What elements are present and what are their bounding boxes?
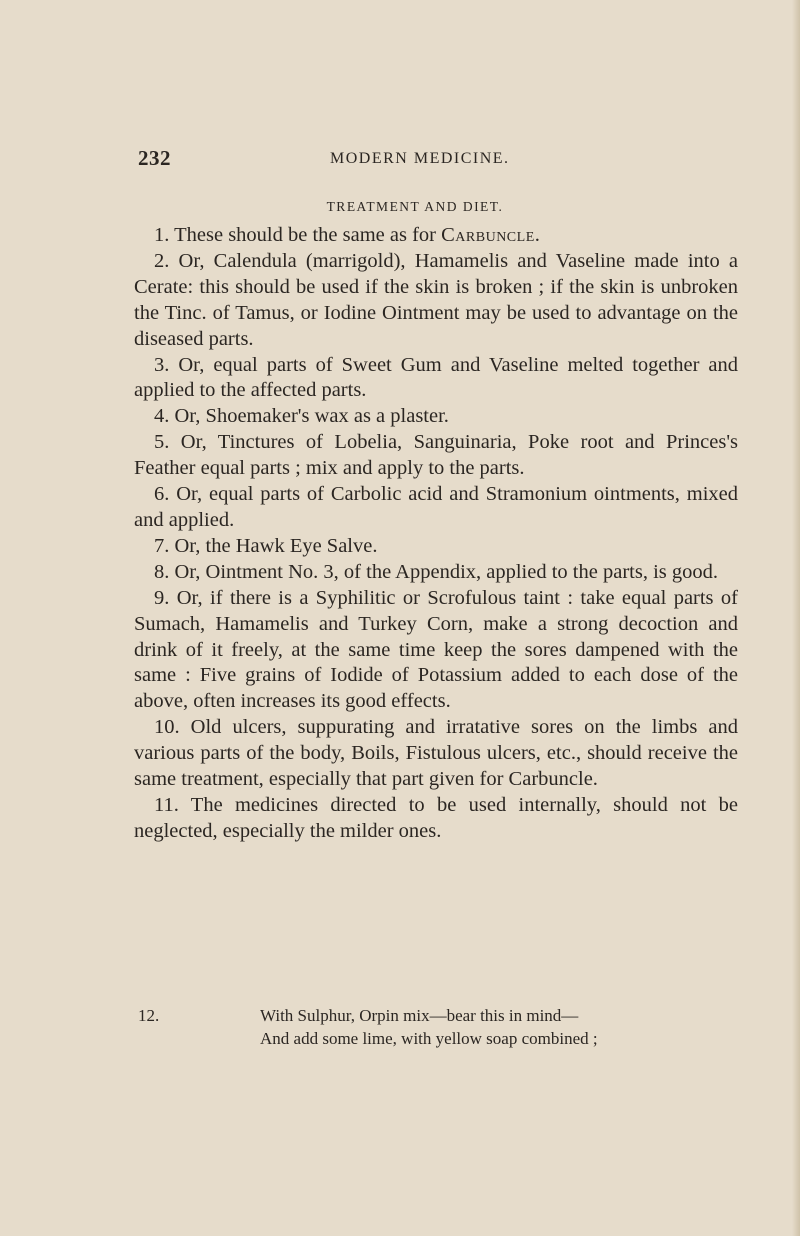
paragraph-5: 5. Or, Tinctures of Lobelia, Sanguinaria, Poke root and Princes's Feather equal parts ; mix and apply to the parts. — [134, 431, 738, 480]
paragraph-3: 3. Or, equal parts of Sweet Gum and Vaseline melted together and applied to the affected parts. — [134, 353, 738, 402]
page-number: 232 — [138, 146, 171, 170]
paragraph-10: 10. Old ulcers, suppurating and irratative sores on the limbs and various parts of the body, Boils, Fistulous ulcers, etc., should receive the same treatment, especially that part given for Carbuncle. — [134, 716, 738, 791]
paragraph-6: 6. Or, equal parts of Carbolic acid and Stramonium ointments, mixed and applied. — [134, 483, 738, 531]
carbuncle-smallcaps: Carbuncle — [441, 224, 535, 246]
verse-line-1-text: With Sulphur, Orpin mix—bear this in mind— — [260, 1006, 579, 1025]
paragraph-9: 9. Or, if there is a Syphilitic or Scrofulous taint : take equal parts of Sumach, Hamamelis and Turkey Corn, make a strong decoction and drink of it freely, at the same time keep the sores dampened with the same : Five grains of Iodide of Potassium added to each dose of the above, often increases its good effects. — [134, 586, 738, 713]
verse-line-1 — [138, 1004, 738, 1027]
paragraph-2: 2. Or, Calendula (marrigold), Hamamelis and Vaseline made into a Cerate: this should be used if the skin is broken ; if the skin is unbroken the Tinc. of Tamus, or Iodine Ointment may be used to advantage on the diseased parts. — [134, 249, 738, 350]
verse-line-2: And add some lime, with yellow soap combined ; — [260, 1029, 598, 1048]
paragraph-1-tail: . — [534, 224, 540, 246]
running-head: MODERN MEDICINE. — [330, 150, 510, 167]
paragraph-1 — [134, 223, 738, 249]
section-title: TREATMENT AND DIET. — [326, 199, 504, 214]
paragraph-1-lead: 1. These should be the same as for — [154, 224, 442, 246]
paragraph-7: 7. Or, the Hawk Eye Salve. — [154, 534, 378, 557]
verse-number: 12. — [138, 1006, 160, 1025]
page-edge-shadow — [792, 0, 800, 1236]
paragraph-4: 4. Or, Shoemaker's wax as a plaster. — [154, 405, 449, 428]
page-header — [0, 146, 800, 170]
paragraph-11: 11. The medicines directed to be used internally, should not be neglected, especially the milder ones. — [134, 793, 738, 842]
paragraph-8: 8. Or, Ointment No. 3, of the Appendix, applied to the parts, is good. — [154, 560, 718, 583]
body-text — [134, 223, 738, 845]
verse-block — [138, 1004, 738, 1050]
